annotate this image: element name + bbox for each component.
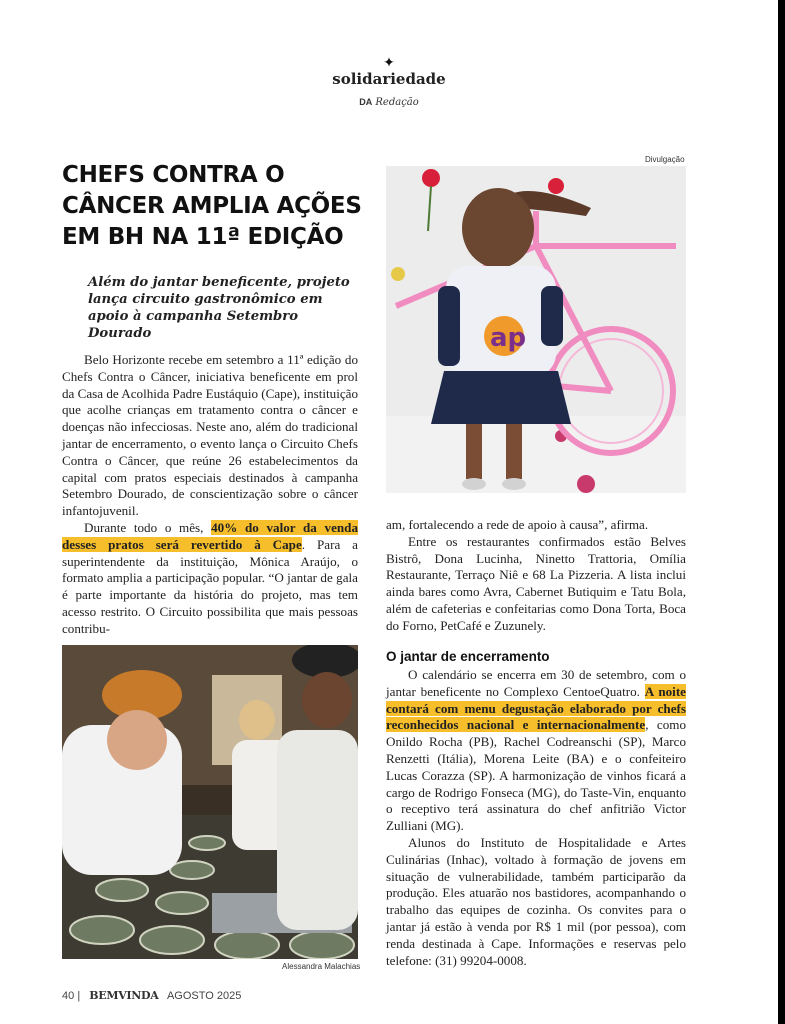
text-run: Durante todo o mês, <box>84 519 212 535</box>
highlighted-text: 40% do valor da venda desses pratos será revertido à Cape <box>62 519 358 552</box>
article-column-right-top <box>386 517 686 635</box>
paragraph: Belo Horizonte recebe em setembro a 11ª edição do Chefs Contra o Câncer, iniciativa beneficente em prol da Casa de Acolhida Padre Eustáquio (Cape), instituição que acolhe crianças em tratamento contra o câncer e doenças não infecciosas. Neste ano, além do tradicional jantar de encerramento, o evento lança o Circuito Chefs Contra o Câncer, que reúne 26 estabelecimentos da capital com pratos especiais destinados à campanha Setembro Dourado, de conscientização sobre o câncer infantojuvenil. <box>62 352 358 519</box>
paragraph <box>62 520 358 638</box>
paragraph <box>386 667 686 835</box>
paragraph: am, fortalecendo a rede de apoio à causa”, afirma. <box>386 517 649 532</box>
photo-child-bicycle <box>386 166 686 493</box>
text-run: . Para a superintendente da instituição, Mônica Araújo, o formato amplia a participação popular. “O jantar de gala é parte importante da história do projeto, mas tem acesso restrito. O Circuito possibilita que mais pessoas contribu- <box>62 536 358 636</box>
shirt-logo-text: ap <box>490 323 527 353</box>
article-column-right-bottom <box>386 667 686 969</box>
section-subheading: O jantar de encerramento <box>386 649 550 664</box>
section-kicker: solidariedade <box>332 70 446 88</box>
star-ornament-icon: ✦ <box>383 55 395 71</box>
issue-date: AGOSTO 2025 <box>166 990 242 1002</box>
byline-author: Redação <box>375 97 419 108</box>
article-headline: CHEFS CONTRA O CÂNCER AMPLIA AÇÕES EM BH NA 11ª EDIÇÃO <box>62 162 362 250</box>
article-column-left <box>62 352 358 638</box>
footer-separator: | <box>77 990 81 1002</box>
photo-child-bicycle-image <box>386 166 686 493</box>
article-subhead: Além do jantar beneficente, projeto lança circuito gastronômico em apoio à campanha Setembro Dourado <box>88 275 350 341</box>
photo-credit-top: Divulgação <box>645 155 685 164</box>
byline-prefix: DA <box>359 97 373 107</box>
magazine-logo: BEMVINDA <box>89 989 159 1002</box>
page-footer <box>62 989 241 1002</box>
highlighted-text: A noite contará com menu degustação elaborado por chefs reconhecidos nacional e internacionalmente <box>386 683 686 733</box>
text-run: , como Onildo Rocha (PB), Rachel Codreanschi (SP), Marco Renzetti (Itália), Morena Leite (BA) e o confeiteiro Lucas Corazza (SP). A harmonização de vinhos ficará a cargo de Rodrigo Fonseca (MG), do Taste-Vin, enquanto o receptivo terá assinatura do chef anfitrião Victor Zulliani (MG). <box>386 717 686 834</box>
paragraph: Entre os restaurantes confirmados estão Belves Bistrô, Dona Lucinha, Ninetto Trattoria, Omília Restaurante, Terraço Niê e 68 La Pizzeria. A lista inclui ainda bares como Avra, Cabernet Butiquim e Tatu Bola, além de cafeterias e confeitarias como Dona Torta, Boca do Forno, PetCafé e Zuzunely. <box>386 533 686 633</box>
text-run: O calendário se encerra em 30 de setembro, com o jantar beneficente no Complexo CentoeQuatro. <box>386 667 686 699</box>
photo-credit-bottom: Alessandra Malachias <box>282 962 361 971</box>
byline <box>0 97 778 108</box>
photo-chefs-plating <box>62 645 358 959</box>
paragraph: Alunos do Instituto de Hospitalidade e Artes Culinárias (Inhac), voltado à formação de jovens em situação de vulnerabilidade, também participarão da produção. Eles atuarão nos bastidores, acompanhando o trabalho das equipes de cozinha. Os convites para o jantar já estão à venda por R$ 1 mil (por pessoa), com renda destinada à Cape. Informações e reservas pelo telefone: (31) 99204-0008. <box>386 834 686 968</box>
page-number: 40 <box>62 990 75 1002</box>
photo-chefs-plating-image <box>62 645 358 959</box>
